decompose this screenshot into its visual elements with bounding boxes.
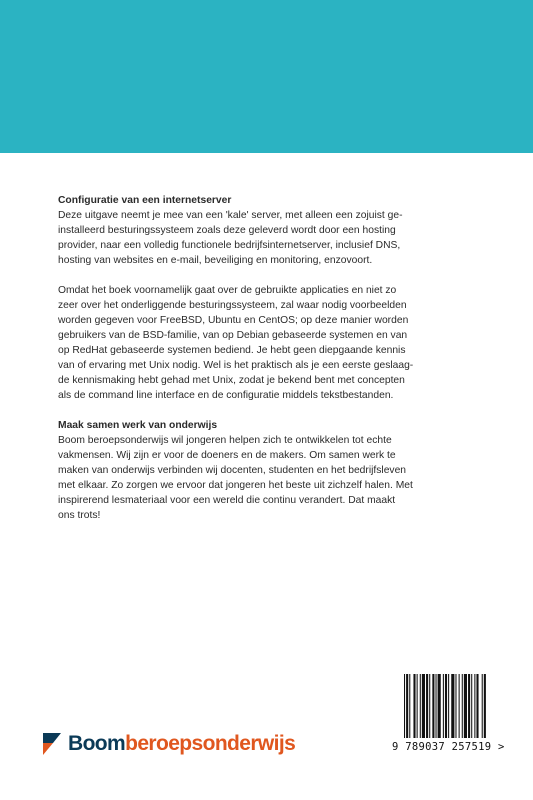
text-line: vakmensen. Wij zijn er voor de doeners en de makers. Om samen werk te — [58, 450, 396, 461]
text-line: op RedHat gebaseerde systemen bediend. Je hebt geen diepgaande kennis — [58, 345, 406, 356]
barcode-bar — [426, 674, 428, 738]
paragraph-publisher — [58, 433, 433, 523]
logo-text-beroepsonderwijs: beroepsonderwijs — [125, 732, 296, 755]
barcode-bar — [413, 674, 415, 738]
barcode-bar — [429, 674, 430, 738]
barcode-bar — [404, 674, 405, 738]
barcode-bar — [420, 674, 421, 738]
cover-color-band — [0, 0, 533, 153]
text-line: Boom beroepsonderwijs wil jongeren helpen zich te ontwikkelen tot echte — [58, 435, 392, 446]
boom-logo-icon — [43, 733, 65, 755]
section-heading-onderwijs: Maak samen werk van onderwijs — [58, 420, 218, 431]
barcode-bar — [436, 674, 437, 738]
barcode-bar — [484, 674, 486, 738]
section-heading-internetserver: Configuratie van een internetserver — [58, 195, 232, 206]
text-line: hosting van websites en e-mail, beveiliging en monitoring, enzovoort. — [58, 255, 373, 266]
barcode-bar — [422, 674, 425, 738]
barcode-bar — [432, 674, 434, 738]
barcode-bar — [482, 674, 483, 738]
barcode-bar — [476, 674, 478, 738]
publisher-logo — [43, 730, 295, 758]
barcode-bar — [468, 674, 470, 738]
text-line: provider, naar een volledig functionele bedrijfsinternetserver, inclusief DNS, — [58, 240, 401, 251]
barcode-bar — [459, 674, 460, 738]
text-line: Omdat het boek voornamelijk gaat over de gebruikte applicaties en niet zo — [58, 285, 397, 296]
isbn-barcode — [400, 674, 510, 746]
text-line: installeerd besturingssysteem zoals deze geleverd wordt door een hosting — [58, 225, 396, 236]
barcode-bar — [462, 674, 463, 738]
text-line: maken van onderwijs verbinden wij docenten, studenten en het bedrijfsleven — [58, 465, 407, 476]
barcode-bar — [451, 674, 454, 738]
barcode-bar — [445, 674, 447, 738]
text-line: inspirerend lesmateriaal voor een wereld die continu verandert. Dat maakt — [58, 495, 396, 506]
paragraph-operating-systems — [58, 283, 433, 403]
text-line: Deze uitgave neemt je mee van een 'kale' server, met alleen een zojuist ge- — [58, 210, 403, 221]
barcode-bar — [406, 674, 408, 738]
barcode-bar — [464, 674, 467, 738]
text-line: worden gegeven voor FreeBSD, Ubuntu en CentOS; op deze manier worden — [58, 315, 409, 326]
back-cover-text — [58, 193, 433, 523]
barcode-bar — [443, 674, 444, 738]
barcode-bar — [409, 674, 410, 738]
logo-text-boom: Boom — [68, 732, 126, 755]
text-line: als de command line interface en de configuratie middels tekstbestanden. — [58, 390, 394, 401]
text-line: zeer over het onderliggende besturingssysteem, zal waar nodig voorbeelden — [58, 300, 407, 311]
barcode-bar — [448, 674, 449, 738]
text-line: ons trots! — [58, 510, 101, 521]
barcode-bar — [455, 674, 456, 738]
text-line: gebruikers van de BSD-familie, van op Debian gebaseerde systemen en van — [58, 330, 408, 341]
text-line: met elkaar. Zo zorgen we ervoor dat jongeren het beste uit zichzelf halen. Met — [58, 480, 413, 491]
barcode-bar — [471, 674, 472, 738]
barcode-bar — [438, 674, 441, 738]
barcode-bar — [474, 674, 475, 738]
barcode-bar — [417, 674, 418, 738]
text-line: van of ervaring met Unix nodig. Wel is het praktisch als je een eerste geslaag- — [58, 360, 414, 371]
isbn-number: 9 789037 257519 > — [392, 741, 505, 753]
text-line: de kennismaking hebt gehad met Unix, zodat je bekend bent met concepten — [58, 375, 405, 386]
paragraph-intro — [58, 208, 433, 268]
